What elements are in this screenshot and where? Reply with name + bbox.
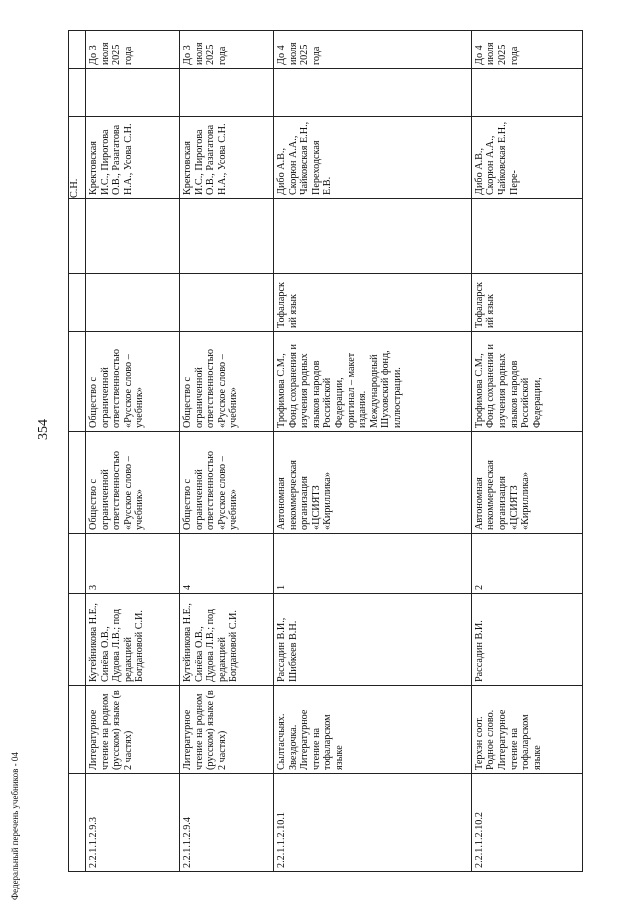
cell-code: 2.2.1.1.2.10.1 xyxy=(273,774,471,872)
cell-experts: Кректовская И.С., Пирогова О.В., Разагатова Н.А., Усова С.Н. xyxy=(86,117,180,199)
cell-code: 2.2.1.1.2.9.4 xyxy=(179,774,273,872)
cell-empty xyxy=(69,274,86,332)
cell-developer: Трофимова С.М., Фонд сохранения и изучения родных языков народов Российской Федерации, оригинал – макет издания. Международный Шуховский фонд, иллюстрации. xyxy=(273,332,471,432)
cell-note xyxy=(273,199,471,274)
table-row xyxy=(179,31,273,872)
cell-empty xyxy=(69,332,86,432)
cell-deadline: До 4 июля 2025 года xyxy=(273,31,471,69)
table-row xyxy=(273,31,471,872)
cell-deadline: До 4 июля 2025 года xyxy=(471,31,582,69)
cell-empty xyxy=(69,69,86,117)
cell-authors: Кутейникова Н.Е., Синёва О.В., Дудова Л.В.; под редакцией Богдановой С.И. xyxy=(86,594,180,686)
cell-title: Сылтасчыях. Звездочка. Литературное чтение на тофаларском языке xyxy=(273,686,471,774)
textbook-table xyxy=(68,30,583,872)
cell-deadline: До 3 июля 2025 года xyxy=(86,31,180,69)
cell-empty xyxy=(69,686,86,774)
cell-empty xyxy=(69,31,86,69)
cell-publisher: Автономная некоммерческая организация «ЦСИЯТЗ «Кириллика» xyxy=(471,432,582,534)
table-row-continuation xyxy=(69,31,86,872)
cell-empty xyxy=(69,594,86,686)
table-row xyxy=(86,31,180,872)
cell-note xyxy=(86,199,180,274)
cell-language xyxy=(86,274,180,332)
cell-developer: Трофимова С.М., Фонд сохранения и изучения родных языков народов Российской Федерации, xyxy=(471,332,582,432)
cell-title: Литературное чтение на родном (русском) языке (в 2 частях) xyxy=(86,686,180,774)
cell-extra xyxy=(179,69,273,117)
cell-authors: Рассадин В.И., Шибкеев В.Н. xyxy=(273,594,471,686)
cell-empty xyxy=(69,774,86,872)
cell-empty xyxy=(69,199,86,274)
cell-grade: 3 xyxy=(86,534,180,594)
cell-empty xyxy=(69,432,86,534)
cell-note xyxy=(471,199,582,274)
cell-grade: 2 xyxy=(471,534,582,594)
cell-extra xyxy=(273,69,471,117)
cell-experts: Кректовская И.С., Пирогова О.В., Разагатова Н.А., Усова С.Н. xyxy=(179,117,273,199)
cell-code: 2.2.1.1.2.9.3 xyxy=(86,774,180,872)
cell-experts: Дибо А.В., Скорюн А.А., Чайковская Е.Н., Переходская Е.В. xyxy=(273,117,471,199)
cell-authors: Кутейникова Н.Е., Синёва О.В., Дудова Л.В.; под редакцией Богдановой С.И. xyxy=(179,594,273,686)
cell-publisher: Общество с ограниченной ответственностью «Русское слово – учебник» xyxy=(179,432,273,534)
cell-extra xyxy=(86,69,180,117)
cell-publisher: Автономная некоммерческая организация «ЦСИЯТЗ «Кириллика» xyxy=(273,432,471,534)
cell-experts: Дибо А.В., Скорюн А.А., Чайковская Е.Н., Пере- xyxy=(471,117,582,199)
cell-title: Терхэн соот. Родное слово. Литературное чтение на тофаларском языке xyxy=(471,686,582,774)
cell-grade: 1 xyxy=(273,534,471,594)
cell-note xyxy=(179,199,273,274)
cell-extra xyxy=(471,69,582,117)
cell-deadline: До 3 июля 2025 года xyxy=(179,31,273,69)
cell-language xyxy=(179,274,273,332)
cell-language: Тофаларский язык xyxy=(273,274,471,332)
cell-authors: Рассадин В.И. xyxy=(471,594,582,686)
cell-language: Тофаларский язык xyxy=(471,274,582,332)
cell-developer: Общество с ограниченной ответственностью «Русское слово – учебник» xyxy=(86,332,180,432)
cell-empty xyxy=(69,534,86,594)
cell-grade: 4 xyxy=(179,534,273,594)
cell-publisher: Общество с ограниченной ответственностью «Русское слово – учебник» xyxy=(86,432,180,534)
cell-developer: Общество с ограниченной ответственностью «Русское слово – учебник» xyxy=(179,332,273,432)
page-number: 354 xyxy=(36,419,51,440)
footer-text: Федеральный перечень учебников - 04 xyxy=(10,752,20,900)
textbook-table-rotated xyxy=(68,31,583,872)
cell-title: Литературное чтение на родном (русском) языке (в 2 частях) xyxy=(179,686,273,774)
table-row xyxy=(471,31,582,872)
cell-code: 2.2.1.1.2.10.2 xyxy=(471,774,582,872)
cell-experts: С.Н. xyxy=(69,117,86,199)
